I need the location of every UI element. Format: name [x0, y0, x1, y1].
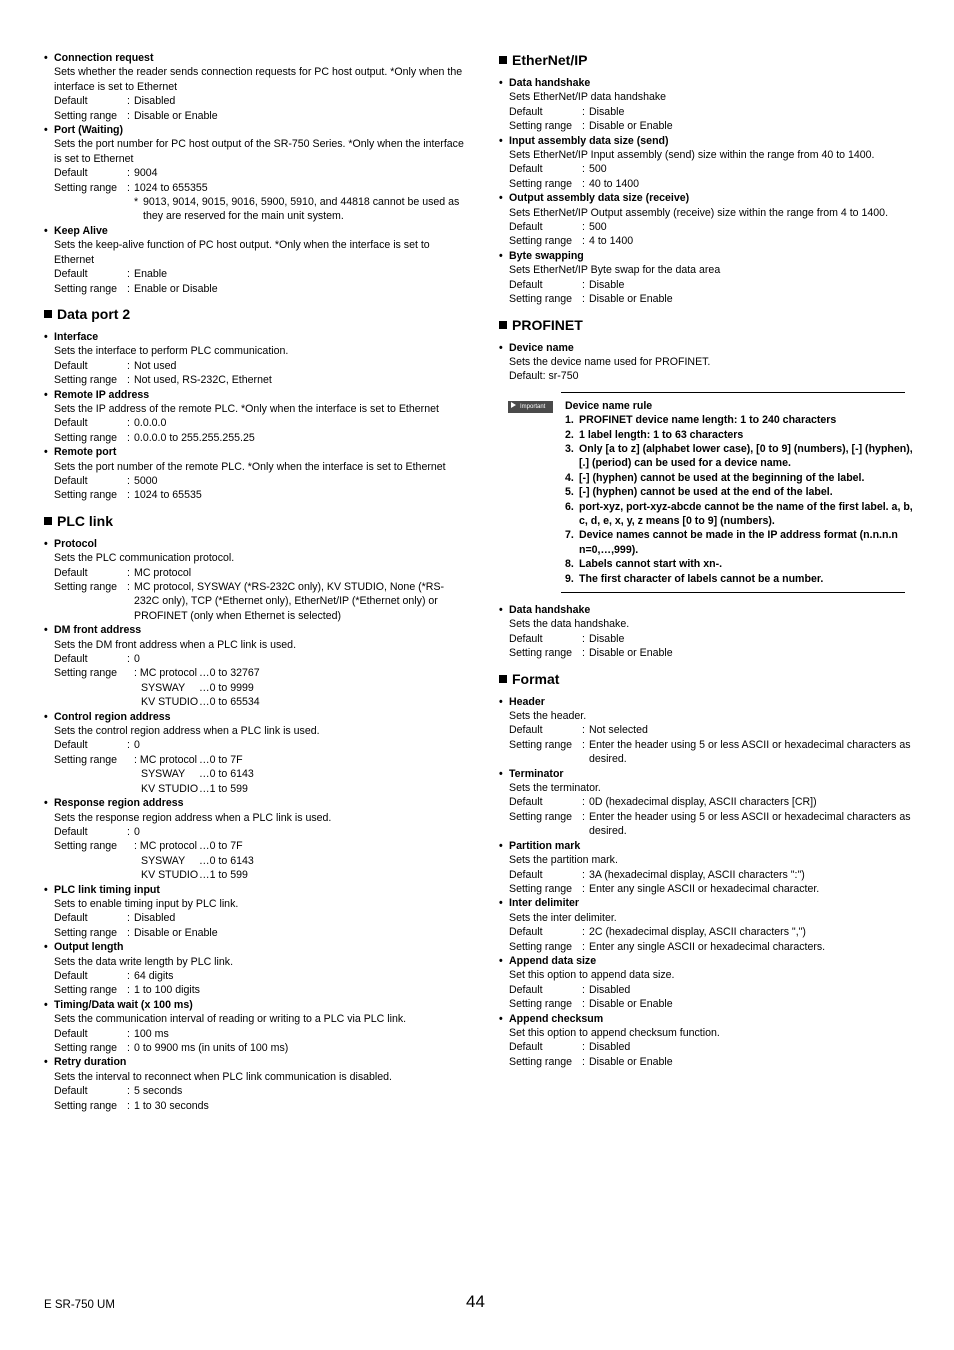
setting-desc: Sets the device name used for PROFINET. — [509, 355, 711, 368]
section-heading-data-port-2: Data port 2 — [44, 305, 464, 323]
range-row: Setting range : 0 to 9900 ms (in units of 100 ms) — [54, 1042, 289, 1054]
right-column — [499, 51, 919, 1069]
default-row: Default : 0 — [54, 739, 140, 752]
default-row: Default : 5 seconds — [54, 1085, 183, 1098]
setting-desc: Sets the header. — [509, 710, 587, 723]
list-item: 9. The first character of labels cannot be a number. — [565, 572, 824, 585]
range-row: Setting range : Disable or Enable — [509, 998, 673, 1011]
range-row: Setting range : Enter any single ASCII or hexadecimal characters. — [509, 940, 826, 953]
bullet: • — [44, 224, 48, 237]
setting-label: Output length — [54, 941, 124, 954]
default-row: Default : Not selected — [509, 724, 648, 737]
setting-desc: Set this option to append data size. — [509, 969, 675, 982]
default-row: Default : Disabled — [54, 95, 176, 108]
setting-desc: Sets the interface to perform PLC communication. — [54, 345, 289, 358]
setting-control-region-address: • Control region address Sets the control region address when a PLC link is used. Default : 0 Setting range : MC protocol …0 to 7F SYSWAY …0 to 6143 KV STUDIO …1 to 599 — [44, 710, 464, 796]
square-bullet-icon — [44, 517, 52, 525]
default-row: Default : 9004 — [54, 167, 158, 180]
default-row: Default : 0D (hexadecimal display, ASCII characters [CR]) — [509, 796, 817, 809]
setting-remote-port: • Remote port Sets the port number of the remote PLC. *Only when the interface is set to Ethernet Default : 5000 Setting range : 1024 to 65535 — [44, 445, 464, 503]
setting-desc: Sets EtherNet/IP Input assembly (send) size within the range from 40 to 1400. — [509, 149, 875, 162]
setting-label: PLC link timing input — [54, 883, 160, 896]
setting-desc: Sets the inter delimiter. — [509, 911, 617, 924]
range-table: Setting range : MC protocol …0 to 32767 SYSWAY …0 to 9999 KV STUDIO …0 to 65534 — [54, 667, 260, 709]
setting-desc: Sets whether the reader sends connection requests for PC host output. *Only when the interface is set to Ethernet — [54, 66, 463, 93]
default-row: Default : 0.0.0.0 — [54, 417, 167, 430]
default-row: Default : Disable — [509, 278, 625, 291]
range-row: Setting range : Not used, RS-232C, Ethernet — [54, 374, 272, 387]
list-item: 8. Labels cannot start with xn-. — [565, 558, 723, 571]
default-row: Default : 64 digits — [54, 969, 174, 982]
range-row: Setting range : 1 to 100 digits — [54, 984, 200, 997]
bullet: • — [44, 52, 48, 64]
setting-label: Device name — [509, 341, 574, 354]
default-row: Default : 0 — [54, 653, 140, 666]
setting-profinet-data-handshake: • Data handshake Sets the data handshake. Default : Disable Setting range : Disable or Enable — [499, 603, 919, 661]
rule-title: Device name rule — [565, 399, 653, 412]
range-table: Setting range : MC protocol …0 to 7F SYSWAY …0 to 6143 KV STUDIO …1 to 599 — [54, 840, 254, 882]
setting-label: Remote port — [54, 446, 117, 459]
square-bullet-icon — [499, 321, 507, 329]
range-row: Setting range : Enable or Disable — [54, 282, 218, 295]
range-row: Setting range : Disable or Enable — [54, 109, 218, 122]
list-item: 5. [-] (hyphen) cannot be used at the end of the label. — [565, 486, 833, 499]
reserved-ports-note: * 9013, 9014, 9015, 9016, 5900, 5910, and 44818 cannot be used as they are reserved for the main unit system. — [134, 196, 460, 223]
default-row: Default : 5000 — [54, 474, 158, 487]
setting-desc: Sets the data handshake. — [509, 618, 630, 631]
default-row: Default : Disable — [509, 632, 625, 645]
setting-label: Header — [509, 695, 545, 708]
setting-port-waiting — [44, 123, 464, 224]
setting-label: Connection request — [54, 52, 154, 64]
setting-plc-link-timing-input: • PLC link timing input Sets to enable timing input by PLC link. Default : Disabled Setting range : Disable or Enable — [44, 883, 464, 941]
list-item: 3. Only [a to z] (alphabet lower case), [0 to 9] (numbers), [-] (hyphen), [.] (period) can be used for a device name. — [565, 442, 913, 470]
setting-label: Inter delimiter — [509, 897, 580, 910]
setting-dm-front-address: • DM front address Sets the DM front address when a PLC link is used. Default : 0 Setting range : MC protocol …0 to 32767 SYSWAY …0 to 9999 KV STUDIO …0 to 65534 — [44, 623, 464, 709]
list-item: 2. 1 label length: 1 to 63 characters — [565, 428, 744, 441]
setting-partition-mark: • Partition mark Sets the partition mark. Default : 3A (hexadecimal display, ASCII characters ":") Setting range : Enter any single ASCII or hexadecimal character. — [499, 839, 919, 897]
setting-label: Remote IP address — [54, 388, 150, 401]
range-row: Setting range : Disable or Enable — [54, 926, 218, 939]
default-row: Default : MC protocol — [54, 566, 192, 579]
setting-retry-duration: • Retry duration Sets the interval to reconnect when PLC link communication is disabled. Default : 5 seconds Setting range : 1 to 30 seconds — [44, 1055, 464, 1113]
setting-label: Response region address — [54, 797, 184, 810]
default-row: Default : 100 ms — [54, 1027, 169, 1040]
important-tag: Important — [508, 401, 553, 413]
square-bullet-icon — [499, 675, 507, 683]
setting-append-data-size: • Append data size Set this option to append data size. Default : Disabled Setting range : Disable or Enable — [499, 954, 919, 1012]
default-row: Default : 500 — [509, 221, 607, 234]
range-row: Setting range : 1024 to 655355 — [54, 181, 208, 194]
default-row: Default : 500 — [509, 163, 607, 176]
setting-desc: Sets the port number of the remote PLC. *Only when the interface is set to Ethernet — [54, 460, 446, 473]
important-box — [499, 392, 919, 593]
page-number: 44 — [466, 1292, 485, 1311]
setting-desc: Sets the port number for PC host output of the SR-750 Series. *Only when the interface is set to Ethernet — [54, 138, 464, 165]
setting-header: • Header Sets the header. Default : Not selected Setting range : Enter the header using 5 or less ASCII or hexadecimal characters as desired. — [499, 695, 919, 767]
setting-desc: Sets the partition mark. — [509, 854, 618, 867]
setting-desc: Sets the response region address when a PLC link is used. — [54, 811, 332, 824]
section-heading-ethernet-ip: EtherNet/IP — [499, 51, 919, 69]
square-bullet-icon — [499, 56, 507, 64]
setting-label: Control region address — [54, 710, 171, 723]
setting-desc: Sets the terminator. — [509, 782, 601, 795]
setting-interface: • Interface Sets the interface to perform PLC communication. Default : Not used Setting range : Not used, RS-232C, Ethernet — [44, 330, 464, 388]
setting-desc: Sets the IP address of the remote PLC. *Only when the interface is set to Ethernet — [54, 402, 439, 415]
setting-keep-alive — [44, 224, 464, 296]
range-row: Setting range : Enter any single ASCII or hexadecimal character. — [509, 882, 820, 895]
default-row: Default : Disable — [509, 105, 625, 118]
setting-desc: Sets the communication interval of reading or writing to a PLC via PLC link. — [54, 1013, 407, 1026]
range-row: Setting range : Disable or Enable — [509, 120, 673, 133]
default-row: Default : 2C (hexadecimal display, ASCII characters ",") — [509, 926, 806, 939]
setting-label: Keep Alive — [54, 224, 108, 237]
section-heading-plc-link: PLC link — [44, 512, 464, 530]
setting-eip-data-handshake: • Data handshake Sets EtherNet/IP data handshake Default : Disable Setting range : Disable or Enable — [499, 76, 919, 134]
setting-label: Partition mark — [509, 839, 581, 852]
setting-label: DM front address — [54, 624, 142, 637]
setting-label: Interface — [54, 330, 99, 343]
setting-response-region-address: • Response region address Sets the response region address when a PLC link is used. Default : 0 Setting range : MC protocol …0 to 7F SYSWAY …0 to 6143 KV STUDIO …1 to 599 — [44, 796, 464, 882]
setting-timing-data-wait: • Timing/Data wait (x 100 ms) Sets the communication interval of reading or writing to a PLC via PLC link. Default : 100 ms Setting range : 0 to 9900 ms (in units of 100 ms) — [44, 998, 464, 1056]
divider — [561, 592, 905, 593]
left-column — [44, 51, 464, 1113]
range-row: Setting range : Enter the header using 5 or less ASCII or hexadecimal characters as desired. — [509, 810, 911, 838]
default-row: Default : Disabled — [509, 1041, 631, 1054]
range-row: Setting range : 40 to 1400 — [509, 177, 640, 190]
play-triangle-icon — [511, 402, 516, 408]
setting-output-length: • Output length Sets the data write length by PLC link. Default : 64 digits Setting range : 1 to 100 digits — [44, 940, 464, 998]
setting-label: Append checksum — [509, 1012, 604, 1025]
setting-desc: Sets EtherNet/IP data handshake — [509, 91, 667, 104]
setting-desc: Sets the PLC communication protocol. — [54, 552, 235, 565]
section-heading-format: Format — [499, 670, 919, 688]
range-row: Setting range : Enter the header using 5 or less ASCII or hexadecimal characters as desired. — [509, 738, 911, 766]
setting-input-assembly: • Input assembly data size (send) Sets EtherNet/IP Input assembly (send) size within the range from 40 to 1400. Default : 500 Setting range : 40 to 1400 — [499, 134, 919, 192]
default-row: Default : Disabled — [54, 912, 176, 925]
section-heading-profinet: PROFINET — [499, 316, 919, 334]
square-bullet-icon — [44, 310, 52, 318]
setting-label: Protocol — [54, 537, 97, 550]
list-item: 4. [-] (hyphen) cannot be used at the beginning of the label. — [565, 471, 865, 484]
setting-label: Output assembly data size (receive) — [509, 192, 690, 205]
range-row: Setting range : MC protocol, SYSWAY (*RS-232C only), KV STUDIO, None (*RS-232C only), TCP (*Ethernet only), EtherNet/IP (*Ethernet only) or PROFINET (only when Ethernet is selected) — [54, 581, 445, 622]
setting-desc: Set this option to append checksum function. — [509, 1026, 720, 1039]
range-row: Setting range : Disable or Enable — [509, 293, 673, 306]
setting-label: Byte swapping — [509, 249, 584, 262]
setting-byte-swapping: • Byte swapping Sets EtherNet/IP Byte swap for the data area Default : Disable Setting range : Disable or Enable — [499, 249, 919, 307]
list-item: 7. Device names cannot be made in the IP address format (n.n.n.n n=0,…,999). — [565, 529, 898, 556]
setting-label: Data handshake — [509, 604, 591, 616]
list-item: 6. port-xyz, port-xyz-abcde cannot be the name of the first label. a, b, c, d, e, x, y, z means [0 to 9] (numbers). — [565, 500, 913, 527]
setting-desc: Sets the interval to reconnect when PLC link communication is disabled. — [54, 1070, 392, 1083]
range-row: Setting range : Disable or Enable — [509, 647, 673, 660]
rule-list — [565, 413, 919, 586]
range-row: Setting range : 4 to 1400 — [509, 235, 634, 248]
default-row: Default : 3A (hexadecimal display, ASCII characters ":") — [509, 868, 805, 881]
setting-append-checksum: • Append checksum Set this option to append checksum function. Default : Disabled Setting range : Disable or Enable — [499, 1012, 919, 1070]
setting-label: Data handshake — [509, 77, 591, 89]
setting-label: Port (Waiting) — [54, 124, 124, 137]
setting-connection-request — [44, 51, 464, 123]
setting-desc: Sets to enable timing input by PLC link. — [54, 897, 239, 910]
document-id: E SR-750 UM — [44, 1299, 115, 1311]
setting-remote-ip: • Remote IP address Sets the IP address of the remote PLC. *Only when the interface is set to Ethernet Default : 0.0.0.0 Setting range : 0.0.0.0 to 255.255.255.25 — [44, 388, 464, 446]
default-row: Default : Not used — [54, 359, 177, 372]
bullet: • — [44, 124, 48, 137]
setting-desc: Sets the keep-alive function of PC host output. *Only when the interface is set to Ethernet — [54, 239, 430, 266]
setting-inter-delimiter: • Inter delimiter Sets the inter delimiter. Default : 2C (hexadecimal display, ASCII characters ",") Setting range : Enter any single ASCII or hexadecimal characters. — [499, 896, 919, 954]
default-row: Default : 0 — [54, 825, 140, 838]
setting-desc: Sets EtherNet/IP Output assembly (receive) size within the range from 4 to 1400. — [509, 206, 889, 219]
range-row: Setting range : 1 to 30 seconds — [54, 1099, 209, 1112]
setting-desc: Sets EtherNet/IP Byte swap for the data area — [509, 264, 721, 277]
setting-desc: Sets the data write length by PLC link. — [54, 955, 234, 968]
list-item: 1. PROFINET device name length: 1 to 240 characters — [565, 414, 837, 427]
range-row: Setting range : 1024 to 65535 — [54, 489, 202, 502]
setting-label: Append data size — [509, 954, 597, 967]
setting-terminator: • Terminator Sets the terminator. Default : 0D (hexadecimal display, ASCII characters [CR]) Setting range : Enter the header using 5 or less ASCII or hexadecimal characters as desired. — [499, 767, 919, 839]
default-row: Default : Disabled — [509, 983, 631, 996]
setting-protocol: • Protocol Sets the PLC communication protocol. Default : MC protocol Setting range : MC protocol, SYSWAY (*RS-232C only), KV STUDIO, None (*RS-232C only), TCP (*Ethernet only), EtherNet/IP (*Ethernet only) or PROFINET (only when Ethernet is selected) — [44, 537, 464, 623]
setting-desc: Sets the DM front address when a PLC link is used. — [54, 638, 297, 651]
setting-label: Terminator — [509, 767, 564, 780]
setting-desc: Sets the control region address when a PLC link is used. — [54, 725, 320, 738]
setting-device-name: • Device name Sets the device name used for PROFINET. Default: sr-750 — [499, 341, 919, 384]
setting-label: Retry duration — [54, 1056, 127, 1069]
default-row: Default : Enable — [54, 268, 167, 281]
setting-label: Input assembly data size (send) — [509, 134, 669, 147]
default-row: Default: sr-750 — [509, 370, 579, 383]
range-row: Setting range : 0.0.0.0 to 255.255.255.25 — [54, 431, 255, 444]
setting-output-assembly: • Output assembly data size (receive) Sets EtherNet/IP Output assembly (receive) size within the range from 4 to 1400. Default : 500 Setting range : 4 to 1400 — [499, 191, 919, 249]
divider — [561, 392, 905, 393]
range-table: Setting range : MC protocol …0 to 7F SYSWAY …0 to 6143 KV STUDIO …1 to 599 — [54, 753, 254, 795]
setting-label: Timing/Data wait (x 100 ms) — [54, 998, 193, 1011]
range-row: Setting range : Disable or Enable — [509, 1055, 673, 1068]
